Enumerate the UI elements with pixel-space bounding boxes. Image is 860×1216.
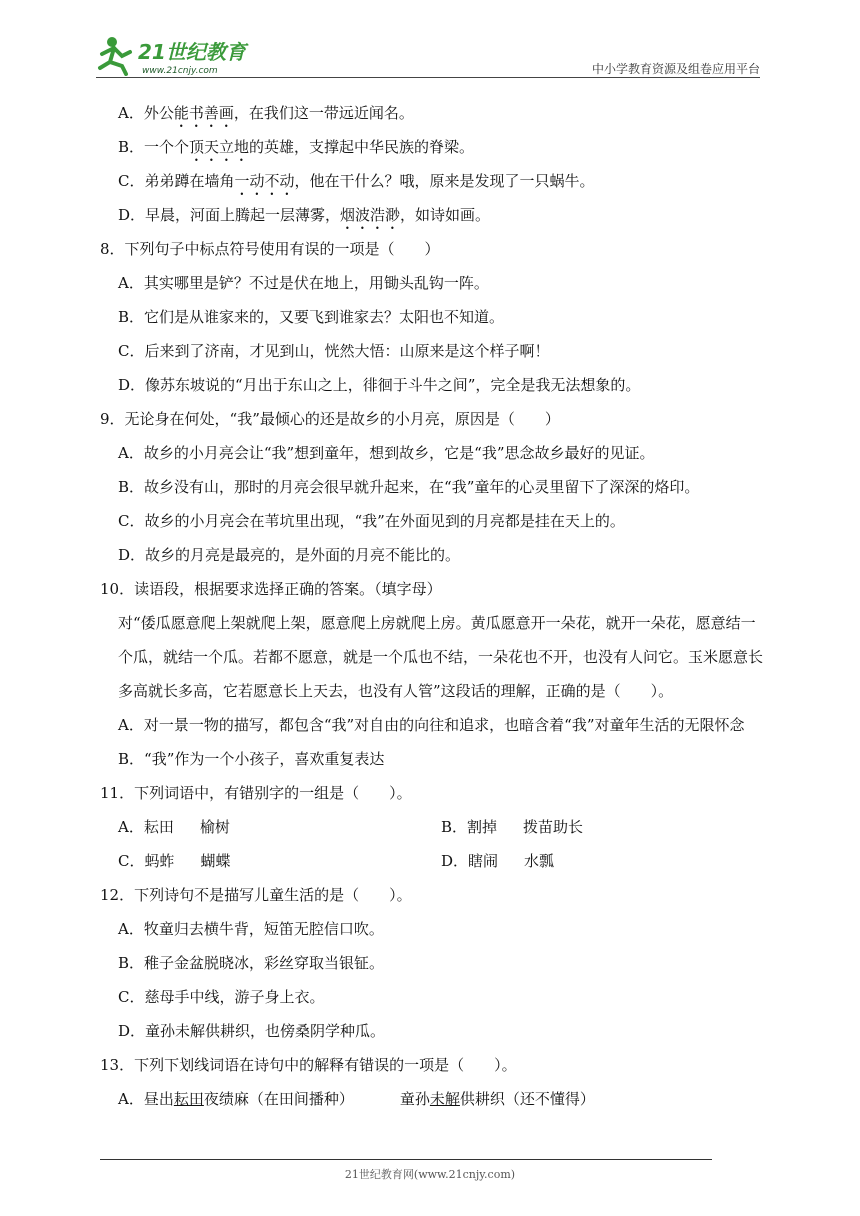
q7-option-b: B．一个个顶天立地的英雄，支撑起中华民族的脊梁。 [118,138,475,156]
q12-option-c: C．慈母手中线，游子身上衣。 [118,988,325,1006]
q9-option-b: B．故乡没有山，那时的月亮会很早就升起来，在“我”童年的心灵里留下了深深的烙印。 [118,478,700,496]
q8-option-d: D．像苏东坡说的“月出于东山之上，徘徊于斗牛之间”，完全是我无法想象的。 [118,376,641,394]
q11-row-2 [100,844,764,878]
q8-option-a: A．其实哪里是铲？不过是伏在地上，用锄头乱钩一阵。 [118,274,489,292]
footer-divider [100,1159,712,1160]
q12-stem: 12．下列诗句不是描写儿童生活的是（ ）。 [100,886,412,904]
q9-option-a: A．故乡的小月亮会让“我”想到童年，想到故乡，它是“我”思念故乡最好的见证。 [118,444,655,462]
q7-option-d: D．早晨，河面上腾起一层薄雾，烟波浩渺，如诗如画。 [118,206,491,224]
q13-stem: 13．下列下划线词语在诗句中的解释有错误的一项是（ ）。 [100,1056,517,1074]
logo [96,34,266,76]
question-content [100,96,764,1116]
q7-option-a: A．外公能书善画，在我们这一带远近闻名。 [118,104,414,122]
q11-option-b: B．割掉 拨苗助长 [441,818,584,836]
q12-option-b: B．稚子金盆脱晓冰，彩丝穿取当银钲。 [118,954,385,972]
q8-option-c: C．后来到了济南，才见到山，恍然大悟：山原来是这个样子啊！ [118,342,550,360]
q9-stem: 9．无论身在何处，“我”最倾心的还是故乡的小月亮，原因是（ ） [100,410,560,428]
header-divider [96,77,760,78]
q12-option-a: A．牧童归去横牛背，短笛无腔信口吹。 [118,920,384,938]
q9-option-c: C．故乡的小月亮会在苇坑里出现，“我”在外面见到的月亮都是挂在天上的。 [118,512,625,530]
q10-option-b: B．“我”作为一个小孩子，喜欢重复表达 [118,750,385,768]
q13-option-a: A．昼出耘田夜绩麻（在田间播种） 童孙未解供耕织（还不懂得） [118,1090,595,1108]
logo-text: 21世纪教育 [138,40,246,64]
page-header [96,30,760,80]
q7-option-c: C．弟弟蹲在墙角一动不动，他在干什么？哦，原来是发现了一只蜗牛。 [118,172,595,190]
q11-row-1 [100,810,764,844]
runner-icon [100,37,130,74]
q12-option-d: D．童孙未解供耕织，也傍桑阴学种瓜。 [118,1022,386,1040]
q9-option-d: D．故乡的月亮是最亮的，是外面的月亮不能比的。 [118,546,461,564]
q11-option-d: D．瞎闹 水瓢 [441,852,555,870]
q11-stem: 11．下列词语中，有错别字的一组是（ ）。 [100,784,412,802]
q8-option-b: B．它们是从谁家来的，又要飞到谁家去？太阳也不知道。 [118,308,505,326]
q10-option-a: A．对一景一物的描写，都包含“我”对自由的向往和追求，也暗含着“我”对童年生活的无限怀念 [118,716,745,734]
q11-option-c: C．蚂蚱 蝴蝶 [118,852,231,870]
q10-passage: 对“倭瓜愿意爬上架就爬上架，愿意爬上房就爬上房。黄瓜愿意开一朵花，就开一朵花，愿意结一个瓜，就结一个瓜。若都不愿意，就是一个瓜也不结，一朵花也不开，也没有人问它。玉米愿意长多高就长多高，它若愿意长上天去，也没有人管”这段话的理解，正确的是（ ）。 [118,614,764,700]
q11-option-a: A．耘田 榆树 [118,818,230,836]
q8-stem: 8．下列句子中标点符号使用有误的一项是（ ） [100,240,440,258]
logo-url: www.21cnjy.com [142,66,218,76]
header-platform-text: 中小学教育资源及组卷应用平台 [591,62,760,76]
q10-stem: 10．读语段，根据要求选择正确的答案。（填字母） [100,580,442,598]
page-footer: 21世纪教育网(www.21cnjy.com) [344,1168,516,1181]
